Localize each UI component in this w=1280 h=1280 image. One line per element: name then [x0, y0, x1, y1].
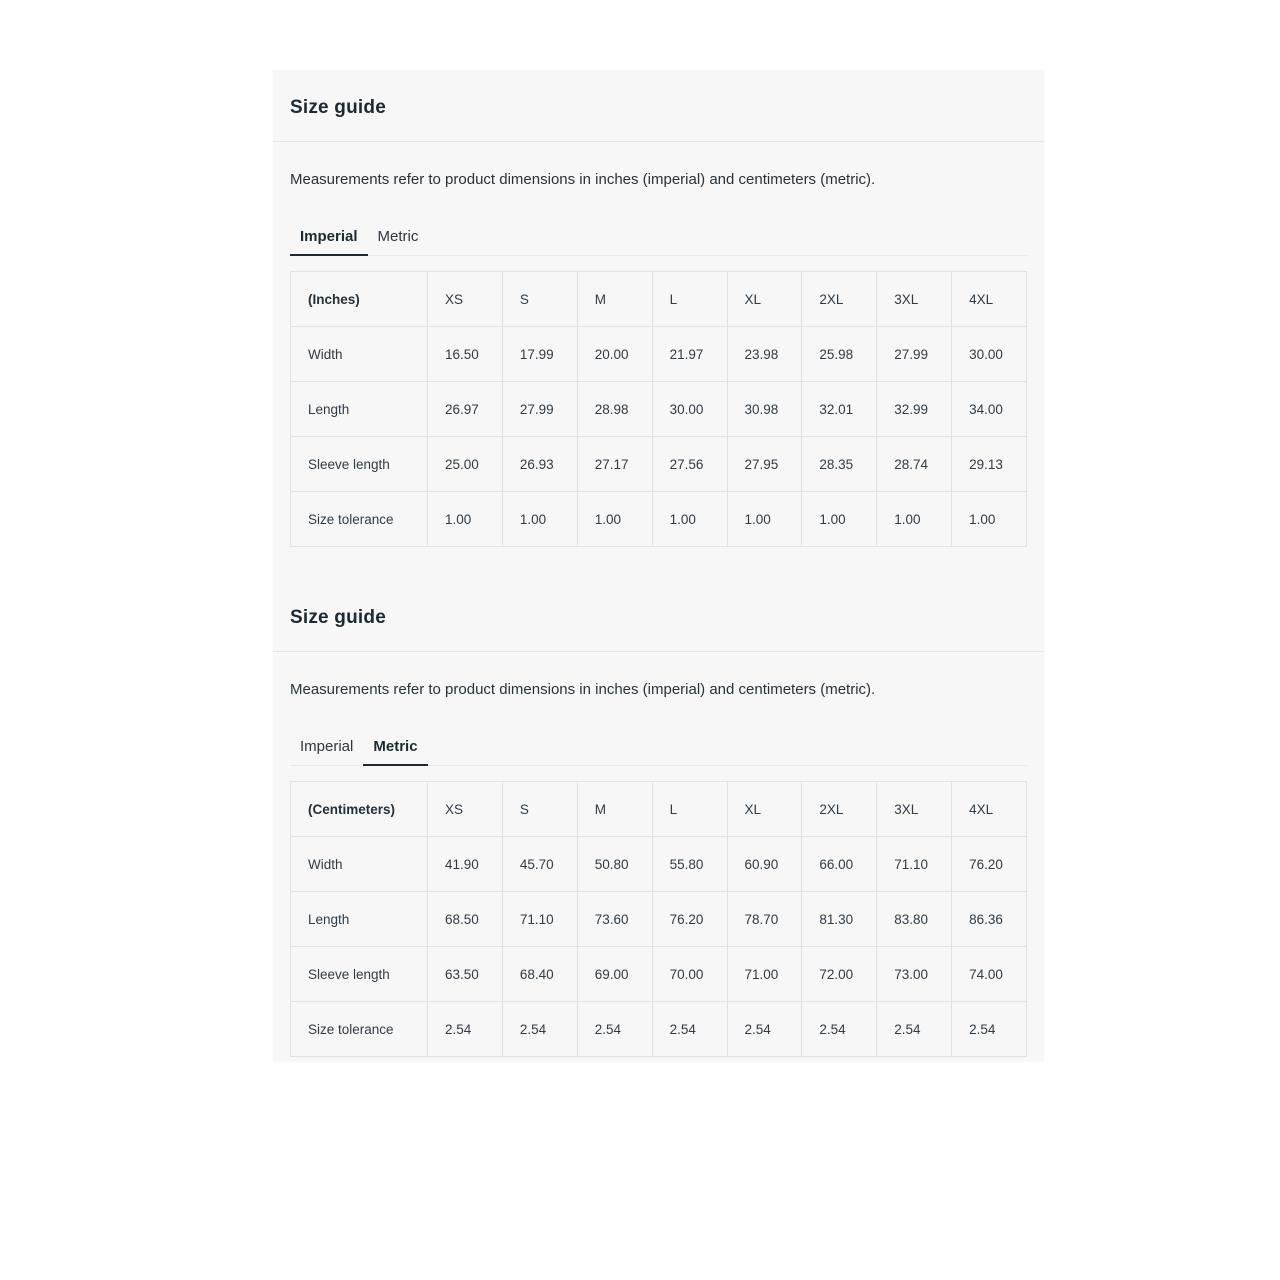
- size-column-header: M: [577, 782, 652, 837]
- size-column-header: 2XL: [802, 272, 877, 327]
- card-body: [273, 171, 1044, 547]
- measurement-cell: 45.70: [502, 837, 577, 892]
- row-label-cell: Size tolerance: [291, 1002, 428, 1057]
- size-column-header: 3XL: [877, 782, 952, 837]
- measurement-cell: 86.36: [952, 892, 1027, 947]
- measurement-cell: 34.00: [952, 382, 1027, 437]
- tab-metric[interactable]: Metric: [363, 730, 427, 766]
- measurement-cell: 2.54: [652, 1002, 727, 1057]
- measurement-cell: 25.98: [802, 327, 877, 382]
- measurement-cell: 71.10: [502, 892, 577, 947]
- measurement-cell: 27.17: [577, 437, 652, 492]
- tab-list: [290, 730, 1027, 766]
- unit-header-cell: (Inches): [291, 272, 428, 327]
- table-row: [291, 947, 1027, 1002]
- size-table-head: [291, 272, 1027, 327]
- measurement-cell: 1.00: [502, 492, 577, 547]
- measurement-cell: 41.90: [428, 837, 503, 892]
- size-column-header: 4XL: [952, 782, 1027, 837]
- measurement-cell: 55.80: [652, 837, 727, 892]
- size-column-header: L: [652, 272, 727, 327]
- measurement-cell: 25.00: [428, 437, 503, 492]
- row-label-cell: Length: [291, 892, 428, 947]
- size-column-header: 2XL: [802, 782, 877, 837]
- measurement-cell: 2.54: [802, 1002, 877, 1057]
- table-row: [291, 382, 1027, 437]
- panel-title: Size guide: [290, 607, 386, 628]
- measurement-cell: 28.35: [802, 437, 877, 492]
- measurement-cell: 68.50: [428, 892, 503, 947]
- measurement-cell: 20.00: [577, 327, 652, 382]
- measurement-cell: 30.98: [727, 382, 802, 437]
- measurement-cell: 27.99: [502, 382, 577, 437]
- measurement-cell: 70.00: [652, 947, 727, 1002]
- size-column-header: M: [577, 272, 652, 327]
- measurement-cell: 78.70: [727, 892, 802, 947]
- measurement-cell: 2.54: [428, 1002, 503, 1057]
- measurement-cell: 63.50: [428, 947, 503, 1002]
- table-row: [291, 892, 1027, 947]
- tab-list: [290, 220, 1027, 256]
- size-table-body: [291, 327, 1027, 547]
- size-column-header: XL: [727, 272, 802, 327]
- size-column-header: 4XL: [952, 272, 1027, 327]
- size-guide-card: [273, 70, 1044, 547]
- measurement-cell: 69.00: [577, 947, 652, 1002]
- measurement-cell: 28.98: [577, 382, 652, 437]
- measurement-cell: 2.54: [502, 1002, 577, 1057]
- measurement-cell: 60.90: [727, 837, 802, 892]
- size-table-body: [291, 837, 1027, 1057]
- measurement-cell: 28.74: [877, 437, 952, 492]
- measurement-cell: 1.00: [802, 492, 877, 547]
- size-column-header: XL: [727, 782, 802, 837]
- size-guide-panels: [273, 70, 1044, 1061]
- tab-imperial[interactable]: Imperial: [290, 730, 363, 766]
- measurement-cell: 73.00: [877, 947, 952, 1002]
- table-row: [291, 837, 1027, 892]
- table-row: [291, 327, 1027, 382]
- measurement-cell: 16.50: [428, 327, 503, 382]
- measurement-cell: 1.00: [428, 492, 503, 547]
- size-table-head: [291, 782, 1027, 837]
- measurement-cell: 32.99: [877, 382, 952, 437]
- table-header-row: [291, 782, 1027, 837]
- measurement-cell: 27.56: [652, 437, 727, 492]
- measurement-cell: 74.00: [952, 947, 1027, 1002]
- size-table: [290, 781, 1027, 1057]
- measurement-cell: 32.01: [802, 382, 877, 437]
- measurement-cell: 50.80: [577, 837, 652, 892]
- card-header: [273, 70, 1044, 142]
- table-row: [291, 437, 1027, 492]
- row-label-cell: Sleeve length: [291, 437, 428, 492]
- row-label-cell: Size tolerance: [291, 492, 428, 547]
- measurement-cell: 1.00: [577, 492, 652, 547]
- measurement-cell: 26.97: [428, 382, 503, 437]
- measurement-cell: 83.80: [877, 892, 952, 947]
- size-table: [290, 271, 1027, 547]
- size-column-header: 3XL: [877, 272, 952, 327]
- measurement-cell: 26.93: [502, 437, 577, 492]
- tab-metric[interactable]: Metric: [368, 220, 429, 256]
- card-header: [273, 580, 1044, 652]
- size-guide-card: [273, 580, 1044, 1057]
- measurement-cell: 66.00: [802, 837, 877, 892]
- measurement-cell: 23.98: [727, 327, 802, 382]
- size-column-header: S: [502, 782, 577, 837]
- measurement-cell: 30.00: [952, 327, 1027, 382]
- measurement-cell: 71.00: [727, 947, 802, 1002]
- measurement-cell: 1.00: [952, 492, 1027, 547]
- table-header-row: [291, 272, 1027, 327]
- size-column-header: L: [652, 782, 727, 837]
- measurement-cell: 71.10: [877, 837, 952, 892]
- measurement-cell: 21.97: [652, 327, 727, 382]
- row-label-cell: Width: [291, 837, 428, 892]
- measurement-cell: 30.00: [652, 382, 727, 437]
- size-column-header: S: [502, 272, 577, 327]
- panel-description: Measurements refer to product dimensions in inches (imperial) and centimeters (metric).: [290, 681, 876, 698]
- table-row: [291, 492, 1027, 547]
- tab-imperial[interactable]: Imperial: [290, 220, 368, 256]
- row-label-cell: Length: [291, 382, 428, 437]
- measurement-cell: 76.20: [952, 837, 1027, 892]
- measurement-cell: 1.00: [877, 492, 952, 547]
- size-column-header: XS: [428, 782, 503, 837]
- measurement-cell: 27.99: [877, 327, 952, 382]
- measurement-cell: 81.30: [802, 892, 877, 947]
- panel-description: Measurements refer to product dimensions in inches (imperial) and centimeters (metric).: [290, 171, 876, 188]
- measurement-cell: 2.54: [952, 1002, 1027, 1057]
- measurement-cell: 73.60: [577, 892, 652, 947]
- measurement-cell: 29.13: [952, 437, 1027, 492]
- row-label-cell: Sleeve length: [291, 947, 428, 1002]
- measurement-cell: 76.20: [652, 892, 727, 947]
- measurement-cell: 2.54: [577, 1002, 652, 1057]
- measurement-cell: 2.54: [877, 1002, 952, 1057]
- unit-header-cell: (Centimeters): [291, 782, 428, 837]
- size-column-header: XS: [428, 272, 503, 327]
- measurement-cell: 72.00: [802, 947, 877, 1002]
- panel-title: Size guide: [290, 97, 386, 118]
- measurement-cell: 1.00: [727, 492, 802, 547]
- measurement-cell: 1.00: [652, 492, 727, 547]
- table-row: [291, 1002, 1027, 1057]
- row-label-cell: Width: [291, 327, 428, 382]
- measurement-cell: 27.95: [727, 437, 802, 492]
- measurement-cell: 2.54: [727, 1002, 802, 1057]
- card-body: [273, 681, 1044, 1057]
- measurement-cell: 17.99: [502, 327, 577, 382]
- measurement-cell: 68.40: [502, 947, 577, 1002]
